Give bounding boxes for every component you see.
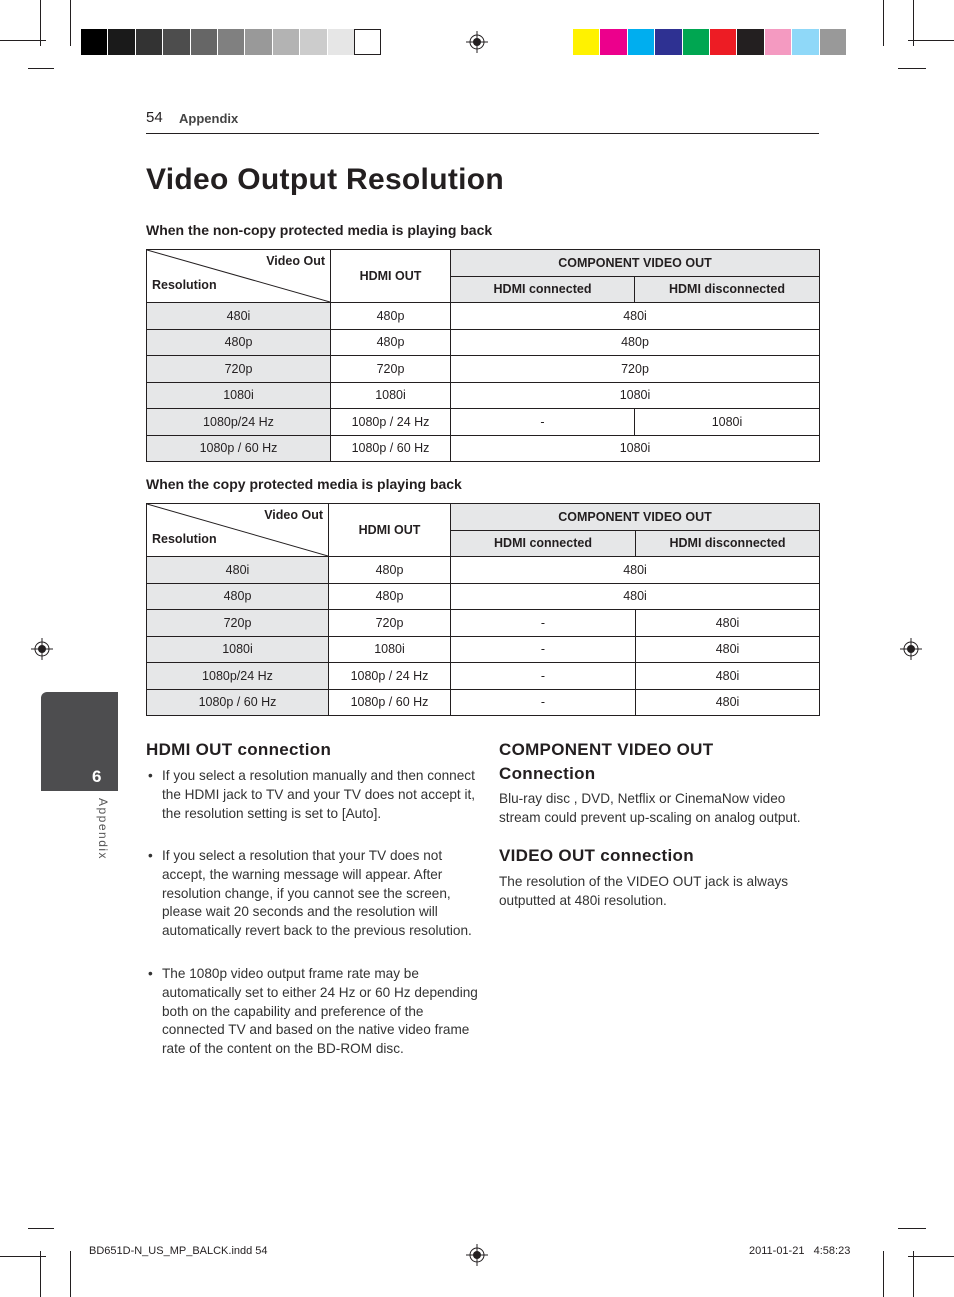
video-section-heading: VIDEO OUT connection xyxy=(499,846,694,865)
hdmi-out-cell: 1080i xyxy=(331,382,451,409)
page-title: Video Output Resolution xyxy=(146,163,504,196)
non-copy-resolution-table xyxy=(146,249,820,462)
hdmi-out-cell: 1080i xyxy=(329,636,451,663)
resolution-cell: 720p xyxy=(147,356,331,383)
color-swatch xyxy=(217,29,244,55)
crop-mark xyxy=(40,1251,41,1297)
chapter-label: Appendix xyxy=(96,798,110,861)
header-diagonal-cell xyxy=(147,504,329,557)
component-out-cell: 720p xyxy=(451,356,820,383)
color-swatch xyxy=(107,29,134,55)
crop-mark xyxy=(908,1256,954,1257)
resolution-header: Resolution xyxy=(152,278,217,292)
hdmi-section-heading: HDMI OUT connection xyxy=(146,740,332,759)
crop-mark xyxy=(28,1228,54,1229)
crop-mark xyxy=(70,1251,71,1297)
hdmi-connected-header: HDMI connected xyxy=(451,530,636,557)
color-swatch xyxy=(709,29,736,55)
hdmi-out-cell: 1080p / 24 Hz xyxy=(329,663,451,690)
color-swatch xyxy=(654,29,681,55)
component-out-cell: 1080i xyxy=(451,382,820,409)
header-rule xyxy=(146,133,819,134)
color-swatch xyxy=(135,29,162,55)
component-out-header: COMPONENT VIDEO OUT xyxy=(451,250,820,277)
color-swatch xyxy=(736,29,763,55)
crop-mark xyxy=(883,1251,884,1297)
resolution-cell: 1080i xyxy=(147,382,331,409)
hdmi-connected-cell: - xyxy=(451,689,636,716)
hdmi-disconnected-header: HDMI disconnected xyxy=(635,276,820,303)
resolution-cell: 1080p/24 Hz xyxy=(147,663,329,690)
resolution-cell: 1080p / 60 Hz xyxy=(147,689,329,716)
non-copy-caption: When the non-copy protected media is playing back xyxy=(146,222,493,238)
resolution-cell: 480p xyxy=(147,583,329,610)
color-swatch xyxy=(354,29,381,55)
resolution-cell: 720p xyxy=(147,610,329,637)
resolution-cell: 480i xyxy=(147,303,331,330)
table-row xyxy=(147,409,820,436)
table-row xyxy=(147,329,820,356)
color-swatch xyxy=(299,29,326,55)
color-swatch xyxy=(599,29,626,55)
table-row xyxy=(147,663,820,690)
component-section-subheading: Connection xyxy=(499,764,596,783)
color-swatch xyxy=(244,29,271,55)
resolution-cell: 480i xyxy=(147,557,329,584)
table-row xyxy=(147,610,820,637)
color-swatch xyxy=(682,29,709,55)
hdmi-out-header: HDMI OUT xyxy=(329,504,451,557)
list-item: • If you select a resolution that your TV does not accept, the warning message will appear. After resolution change, if you cannot see the screen, please wait 20 seconds and the resolution will automatically revert back to the previous resolution. xyxy=(148,848,472,939)
hdmi-connected-header: HDMI connected xyxy=(451,276,635,303)
hdmi-disconnected-header: HDMI disconnected xyxy=(636,530,820,557)
hdmi-out-cell: 720p xyxy=(331,356,451,383)
table-row xyxy=(147,636,820,663)
component-out-cell: 480i xyxy=(451,557,820,584)
footer-timestamp: 2011-01-21 4:58:23 xyxy=(749,1245,851,1257)
color-swatch xyxy=(272,29,299,55)
crop-mark xyxy=(898,1228,926,1229)
hdmi-disconnected-cell: 1080i xyxy=(635,409,820,436)
color-swatch xyxy=(764,29,791,55)
table-row xyxy=(147,435,820,462)
registration-mark-icon xyxy=(466,1244,488,1266)
video-out-header: Video Out xyxy=(266,254,325,268)
color-swatch xyxy=(327,29,354,55)
crop-mark xyxy=(28,68,54,69)
section-name: Appendix xyxy=(179,111,239,126)
resolution-cell: 1080i xyxy=(147,636,329,663)
hdmi-connected-cell: - xyxy=(451,663,636,690)
video-section-text: The resolution of the VIDEO OUT jack is always outputted at 480i resolution. xyxy=(499,874,789,908)
list-item: • If you select a resolution manually and then connect the HDMI jack to TV and your TV does not accept it, the resolution setting is set to [Auto]. xyxy=(148,768,476,821)
page-number: 54 xyxy=(146,109,163,126)
hdmi-out-cell: 480p xyxy=(329,557,451,584)
hdmi-connected-cell: - xyxy=(451,636,636,663)
copy-caption: When the copy protected media is playing back xyxy=(146,476,462,492)
color-swatch xyxy=(791,29,818,55)
hdmi-out-cell: 480p xyxy=(331,303,451,330)
color-swatch xyxy=(819,29,846,55)
hdmi-out-cell: 480p xyxy=(329,583,451,610)
table-row xyxy=(147,583,820,610)
hdmi-disconnected-cell: 480i xyxy=(636,610,820,637)
hdmi-out-cell: 720p xyxy=(329,610,451,637)
color-swatch xyxy=(572,29,599,55)
component-section-heading: COMPONENT VIDEO OUT xyxy=(499,740,714,759)
color-swatch xyxy=(627,29,654,55)
table-row xyxy=(147,689,820,716)
list-item: • The 1080p video output frame rate may be automatically set to either 24 Hz or 60 Hz depending both on the capability and preference of the connected TV and based on the native video frame rate of the content on the BD-ROM disc. xyxy=(148,966,478,1057)
component-out-cell: 480i xyxy=(451,303,820,330)
component-out-cell: 480i xyxy=(451,583,820,610)
hdmi-out-cell: 1080p / 60 Hz xyxy=(329,689,451,716)
crop-mark xyxy=(913,1251,914,1297)
table-row xyxy=(147,557,820,584)
color-swatch xyxy=(162,29,189,55)
hdmi-disconnected-cell: 480i xyxy=(636,689,820,716)
hdmi-out-header: HDMI OUT xyxy=(331,250,451,303)
table-row xyxy=(147,356,820,383)
hdmi-out-cell: 1080p / 60 Hz xyxy=(331,435,451,462)
crop-mark xyxy=(70,0,71,46)
resolution-header: Resolution xyxy=(152,532,217,546)
crop-mark xyxy=(0,40,46,41)
copy-resolution-table xyxy=(146,503,820,716)
component-out-header: COMPONENT VIDEO OUT xyxy=(451,504,820,531)
table-row xyxy=(147,303,820,330)
header-diagonal-cell xyxy=(147,250,331,303)
registration-mark-icon xyxy=(466,31,488,53)
hdmi-disconnected-cell: 480i xyxy=(636,636,820,663)
hdmi-disconnected-cell: 480i xyxy=(636,663,820,690)
hdmi-out-cell: 1080p / 24 Hz xyxy=(331,409,451,436)
resolution-cell: 1080p/24 Hz xyxy=(147,409,331,436)
video-out-header: Video Out xyxy=(264,508,323,522)
component-section-text: Blu-ray disc , DVD, Netflix or CinemaNow video stream could prevent up-scaling on analog output. xyxy=(499,791,801,825)
crop-mark xyxy=(883,0,884,46)
component-out-cell: 480p xyxy=(451,329,820,356)
hdmi-connected-cell: - xyxy=(451,610,636,637)
crop-mark xyxy=(908,40,954,41)
resolution-cell: 480p xyxy=(147,329,331,356)
crop-mark xyxy=(898,68,926,69)
registration-mark-icon xyxy=(900,638,922,660)
chapter-number: 6 xyxy=(92,767,102,786)
resolution-cell: 1080p / 60 Hz xyxy=(147,435,331,462)
hdmi-out-cell: 480p xyxy=(331,329,451,356)
table-row xyxy=(147,382,820,409)
footer-filename: BD651D-N_US_MP_BALCK.indd 54 xyxy=(89,1245,268,1257)
component-out-cell: 1080i xyxy=(451,435,820,462)
hdmi-connected-cell: - xyxy=(451,409,635,436)
registration-mark-icon xyxy=(31,638,53,660)
color-swatch xyxy=(80,29,107,55)
color-swatch xyxy=(190,29,217,55)
crop-mark xyxy=(0,1256,46,1257)
chapter-tab xyxy=(41,692,118,791)
